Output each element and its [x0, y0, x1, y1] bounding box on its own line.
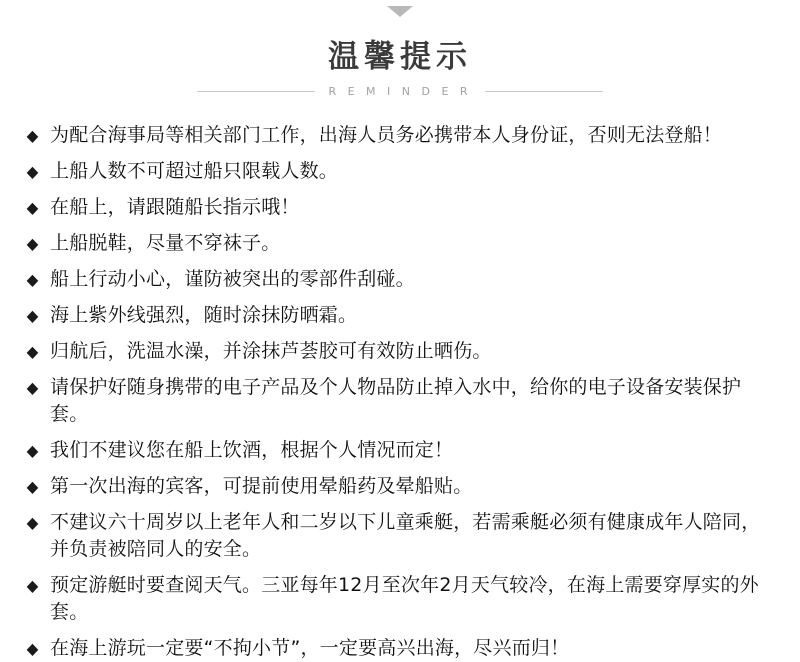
diamond-bullet-icon: ◆ — [26, 270, 39, 289]
list-item — [26, 635, 774, 662]
list-item-text: 归航后，洗温水澡，并涂抹芦荟胶可有效防止晒伤。 — [50, 340, 492, 362]
list-item-text: 为配合海事局等相关部门工作，出海人员务必携带本人身份证，否则无法登船！ — [50, 124, 723, 146]
list-item — [26, 122, 774, 149]
list-item — [26, 230, 774, 257]
list-item-text: 在船上，请跟随船长指示哦！ — [50, 196, 300, 218]
list-item — [26, 473, 774, 500]
diamond-bullet-icon: ◆ — [26, 162, 39, 181]
list-item-text: 上船脱鞋，尽量不穿袜子。 — [50, 232, 281, 254]
page-subtitle: R E M I N D E R — [328, 85, 472, 98]
list-item-text: 请保护好随身携带的电子产品及个人物品防止掉入水中，给你的电子设备安装保护套。 — [50, 376, 742, 425]
page-title: 温馨提示 — [328, 39, 472, 75]
diamond-bullet-icon: ◆ — [26, 342, 39, 361]
diamond-bullet-icon: ◆ — [26, 378, 39, 397]
list-item — [26, 437, 774, 464]
list-item — [26, 158, 774, 185]
list-item — [26, 302, 774, 329]
list-item-text: 海上紫外线强烈，随时涂抹防晒霜。 — [50, 304, 358, 326]
list-item-text: 第一次出海的宾客，可提前使用晕船药及晕船贴。 — [50, 475, 473, 497]
diamond-bullet-icon: ◆ — [26, 234, 39, 253]
list-item-text: 我们不建议您在船上饮酒，根据个人情况而定！ — [50, 439, 454, 461]
list-item-text: 预定游艇时要查阅天气。三亚每年12月至次年2月天气较冷，在海上需要穿厚实的外套。 — [50, 574, 759, 623]
diamond-bullet-icon: ◆ — [26, 639, 39, 658]
list-item — [26, 338, 774, 365]
subtitle-row — [0, 85, 800, 98]
list-item — [26, 572, 774, 626]
list-item-text: 船上行动小心，谨防被突出的零部件刮碰。 — [50, 268, 415, 290]
diamond-bullet-icon: ◆ — [26, 306, 39, 325]
caret-down-icon — [387, 6, 413, 17]
diamond-bullet-icon: ◆ — [26, 477, 39, 496]
diamond-bullet-icon: ◆ — [26, 513, 39, 532]
list-item-text: 上船人数不可超过船只限载人数。 — [50, 160, 339, 182]
list-item-text: 不建议六十周岁以上老年人和二岁以下儿童乘艇，若需乘艇必须有健康成年人陪同，并负责被陪同人的安全。 — [50, 511, 761, 560]
divider-left — [197, 91, 315, 92]
list-item — [26, 374, 774, 428]
page-header — [0, 0, 800, 98]
list-item — [26, 194, 774, 221]
diamond-bullet-icon: ◆ — [26, 126, 39, 145]
list-item — [26, 266, 774, 293]
divider-right — [485, 91, 603, 92]
list-item — [26, 509, 774, 563]
diamond-bullet-icon: ◆ — [26, 576, 39, 595]
list-item-text: 在海上游玩一定要“不拘小节”，一定要高兴出海，尽兴而归！ — [50, 637, 570, 659]
diamond-bullet-icon: ◆ — [26, 441, 39, 460]
diamond-bullet-icon: ◆ — [26, 198, 39, 217]
reminder-list — [0, 122, 800, 662]
